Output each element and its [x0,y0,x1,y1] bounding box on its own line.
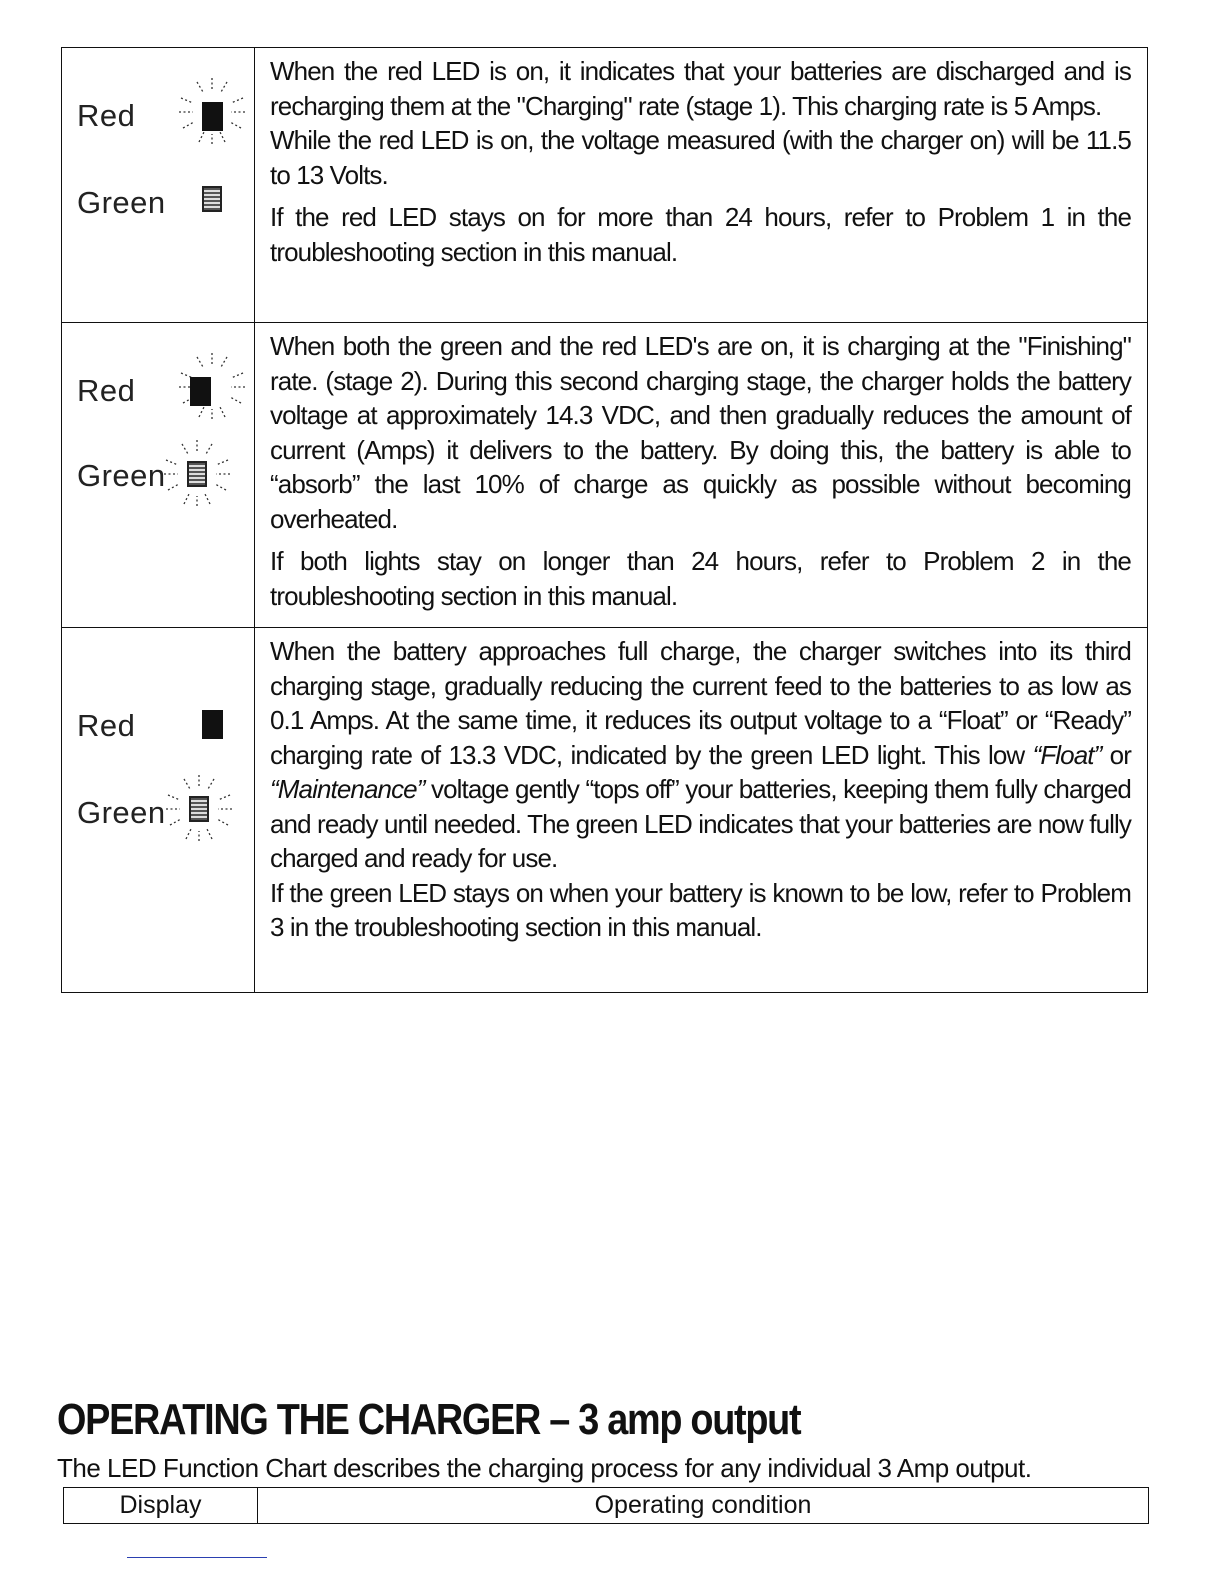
red-led-icon [202,102,223,131]
description-cell [255,628,1147,992]
description-paragraph: If the red LED stays on for more than 24 hours, refer to Problem 1 in the troubleshooting section in this manual. [270,202,1131,267]
display-cell [62,48,255,322]
italic-float: “Float” [1032,739,1102,770]
green-led-icon [187,461,207,487]
footer-rule [127,1557,267,1558]
description-paragraph: When the red LED is on, it indicates that your batteries are discharged and is recharging them at the "Charging" rate (stage 1). This charging rate is 5 Amps. [270,56,1131,121]
column-header-display: Display [64,1488,258,1523]
red-label: Red [77,708,136,743]
green-led-icon [202,186,222,212]
description-cell [255,48,1147,322]
column-header-operating-condition: Operating condition [594,1491,812,1519]
table-row-stage-1 [62,48,1147,323]
description-paragraph [270,634,1131,876]
italic-maintenance: “Maintenance” [270,774,425,804]
description-paragraph: If the green LED stays on when your battery is known to be low, refer to Problem 3 in the troubleshooting section in this manual. [270,877,1131,942]
led-function-table [61,47,1148,993]
green-label: Green [77,185,166,220]
text-run: When the battery approaches full charge, the charger switches into its third charging stage, gradually reducing the current feed to the batteries to as low as 0.1 Amps. At the same time, it reduces its output voltage to a “Float” or “Ready” charging rate of 13.3 VDC, indicated by the green LED light. This low [270,636,1131,770]
red-led-glow-icon [177,351,247,421]
section-title: OPERATING THE CHARGER – 3 amp output [57,1395,801,1444]
red-led-icon [190,377,211,406]
table-row-stage-2 [62,323,1147,628]
description-paragraph: While the red LED is on, the voltage measured (with the charger on) will be 11.5 to 13 Volts. [270,125,1131,190]
green-led-icon [189,796,209,822]
description-paragraph: When both the green and the red LED's are on, it is charging at the "Finishing" rate. (stage 2). During this second charging stage, the charger holds the battery voltage at approximately 14.3 VDC, and then gradually reduces the amount of current (Amps) it delivers to the battery. By doing this, the battery is able to “absorb” the last 10% of charge as quickly as possible without becoming overheated. [270,331,1131,534]
display-cell [62,628,255,992]
red-led-icon [202,710,223,739]
text-run: or [1101,739,1131,770]
description-cell [255,323,1147,627]
red-label: Red [77,98,136,133]
display-cell [62,323,255,627]
section-intro: The LED Function Chart describes the charging process for any individual 3 Amp output. [57,1453,1032,1483]
green-label: Green [77,458,166,493]
description-paragraph: If both lights stay on longer than 24 hours, refer to Problem 2 in the troubleshooting section in this manual. [270,546,1131,611]
green-label: Green [77,795,166,830]
red-label: Red [77,373,136,408]
text-run: voltage gently “tops off” your batteries, keeping them fully charged and ready until needed. The green LED indicates that your batteries are now fully charged and ready for use. [270,774,1131,873]
led-function-chart-header [63,1487,1149,1524]
table-row-stage-3 [62,628,1147,992]
